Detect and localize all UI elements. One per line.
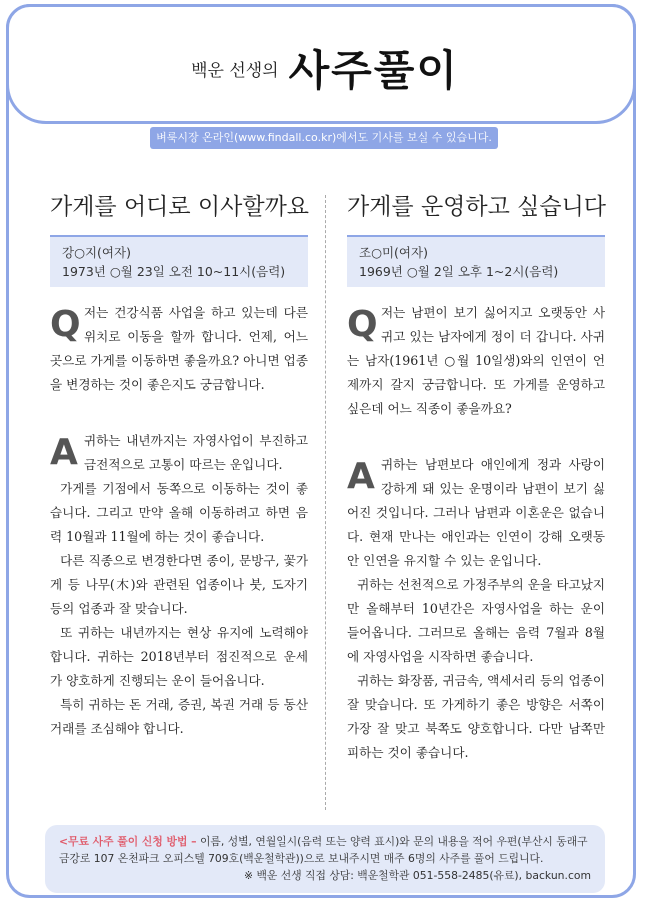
title-subtitle: 백운 선생의: [191, 60, 279, 81]
question-letter: Q: [50, 304, 81, 345]
page-title: [0, 38, 650, 98]
answer-paragraph: 특히 귀하는 돈 거래, 증권, 복권 거래 등 동산 거래를 조심해야 합니다.: [50, 697, 308, 736]
answer-letter: A: [50, 432, 78, 473]
answer-block: [347, 453, 605, 765]
contact-info: ※ 백운 선생 직접 상담: 백운철학관 051-558-2485(유료), backun.com: [244, 869, 591, 882]
client-info: [347, 235, 605, 287]
title-main: 사주풀이: [288, 46, 459, 95]
article-title: 가게를 운영하고 싶습니다: [347, 194, 607, 220]
question-letter: Q: [347, 304, 378, 345]
article-right: [347, 185, 605, 765]
client-birth: 1973년 ○월 23일 오전 10~11시(음력): [62, 264, 286, 279]
answer-paragraph: 귀하는 선천적으로 가정주부의 운을 타고났지만 올해부터 10년간은 자영사업을 하는 운이 들어옵니다. 그러므로 올해는 음력 7월과 8월에 자영사업을 시작하면 좋습니다.: [347, 577, 605, 664]
question-text: 저는 남편이 보기 싫어지고 오랫동안 사귀고 있는 남자에게 정이 더 갑니다. 사귀는 남자(1961년 ○월 10일생)와의 인연이 언제까지 갈지 궁금합니다. 또 가게를 운영하고 싶은데 어느 직종이 좋을까요?: [347, 305, 605, 416]
article-left: [50, 185, 308, 741]
answer-block: [50, 429, 308, 741]
question-block: [347, 301, 605, 421]
client-name: 조○미(여자): [359, 245, 428, 260]
answer-paragraph: 다른 직종으로 변경한다면 종이, 문방구, 꽃가게 등 나무(木)와 관련된 업종이나 붓, 도자기 등의 업종과 잘 맞습니다.: [50, 553, 308, 616]
apply-label: <무료 사주 풀이 신청 방법 –: [59, 835, 197, 848]
answer-paragraph: 가게를 기점에서 동쪽으로 이동하는 것이 좋습니다. 그리고 만약 올해 이동하려고 하면 음력 10월과 11월에 하는 것이 좋습니다.: [50, 481, 308, 544]
column-divider: [325, 195, 326, 810]
article-title: 가게를 어디로 이사할까요: [50, 194, 310, 220]
footer-info: [45, 825, 605, 893]
answer-letter: A: [347, 456, 375, 497]
client-name: 강○지(여자): [62, 245, 131, 260]
online-notice: 벼룩시장 온라인(www.findall.co.kr)에서도 기사를 보실 수 있습니다.: [150, 127, 498, 149]
answer-paragraph: 또 귀하는 내년까지는 현상 유지에 노력해야 합니다. 귀하는 2018년부터 점진적으로 운세가 양호하게 진행되는 운이 들어옵니다.: [50, 625, 308, 688]
client-info: [50, 235, 308, 287]
client-birth: 1969년 ○월 2일 오후 1~2시(음력): [359, 264, 559, 279]
question-text: 저는 건강식품 사업을 하고 있는데 다른 위치로 이동을 할까 합니다. 언제, 어느 곳으로 가게를 이동하면 좋을까요? 아니면 업종을 변경하는 것이 좋은지도 궁금합니다.: [50, 305, 308, 392]
answer-paragraph: 귀하는 화장품, 귀금속, 액세서리 등의 업종이 잘 맞습니다. 또 가게하기 좋은 방향은 서쪽이 가장 잘 맞고 북쪽도 양호합니다. 다만 남쪽만 피하는 것이 좋습니다.: [347, 673, 605, 760]
answer-paragraph: 귀하는 내년까지는 자영사업이 부진하고 금전적으로 고통이 따르는 운입니다.: [84, 433, 308, 472]
apply-text: 이름, 성별, 연월일시(음력 또는 양력 표시)와 문의 내용을 적어 우편(부산시 동래구 금강로 107 온천파크 오피스텔 709호(백운철학관))으로 보내주시면 매주 6명의 사주를 풀어 드립니다.: [59, 835, 588, 865]
question-block: [50, 301, 308, 397]
answer-paragraph: 귀하는 남편보다 애인에게 정과 사랑이 강하게 돼 있는 운명이라 남편이 보기 싫어진 것입니다. 그러나 남편과 이혼운은 없습니다. 현재 만나는 애인과는 인연이 강해 오랫동안 인연을 유지할 수 있는 운입니다.: [347, 457, 605, 568]
